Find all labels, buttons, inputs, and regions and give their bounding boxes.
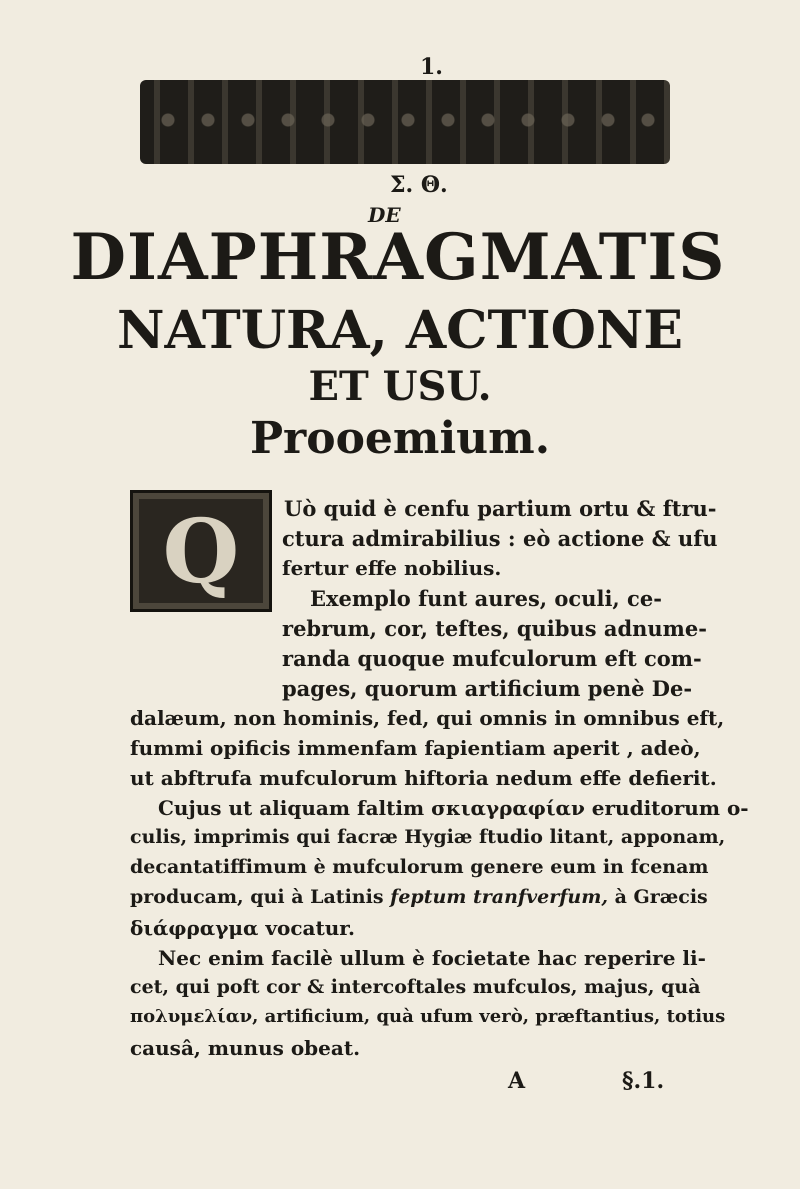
section-heading: Prooemium. (249, 413, 551, 464)
text-segment: producam, qui à Latinis (130, 886, 384, 908)
text-line: πολυμελίαν, artificium, quà ufum verò, præftantius, totius (130, 1006, 726, 1027)
decorated-initial (130, 490, 272, 612)
title-de: DE (368, 203, 401, 227)
text-line: dalæum, non hominis, fed, qui omnis in omnibus eft, (130, 706, 725, 730)
signature-mark: A (508, 1068, 526, 1094)
title-line-3: ET USU. (308, 363, 492, 410)
title-line-1: DIAPHRAGMATIS (70, 220, 726, 295)
text-line: Nec enim facilè ullum è focietate hac reperire li- (158, 946, 706, 970)
text-line: Cujus ut aliquam faltim σκιαγραφίαν eruditorum o- (158, 796, 749, 820)
drop-cap-letter: Q (162, 499, 240, 603)
text-line: διάφραγμα vocatur. (130, 916, 355, 940)
title-line-2: NATURA, ACTIONE (116, 300, 684, 361)
text-line: causâ, munus obeat. (130, 1036, 361, 1060)
text-line: Uò quid è cenfu partium ortu & ftru- (284, 496, 717, 521)
text-line: ctura admirabilius : eò actione & ufu (282, 526, 718, 551)
page-number: 1. (420, 54, 443, 80)
headpiece-ornament (140, 80, 670, 164)
text-line: culis, imprimis qui facræ Hygiæ ftudio litant, apponam, (130, 826, 726, 848)
text-line: ut abftrufa mufculorum hiftoria nedum effe defierit. (130, 766, 717, 790)
text-line: pages, quorum artificium penè De- (282, 676, 693, 701)
text-line: fummi opificis immenfam fapientiam aperit , adeò, (130, 736, 701, 760)
italic-term: feptum tranfverfum, (390, 886, 608, 908)
gathering-signature: Σ. Θ. (390, 172, 448, 198)
catchword: §.1. (622, 1068, 665, 1094)
text-line: decantatiffimum è mufculorum genere eum in fcenam (130, 856, 709, 878)
text-line: Exemplo funt aures, oculi, ce- (310, 586, 662, 611)
text-segment: à Græcis (614, 886, 708, 908)
text-line: fertur effe nobilius. (282, 556, 502, 580)
text-line: rebrum, cor, teftes, quibus adnume- (282, 616, 707, 641)
text-line: randa quoque mufculorum eft com- (282, 646, 702, 671)
text-line: cet, qui poft cor & intercoftales mufculos, majus, quà (130, 976, 701, 998)
text-line (130, 888, 708, 907)
